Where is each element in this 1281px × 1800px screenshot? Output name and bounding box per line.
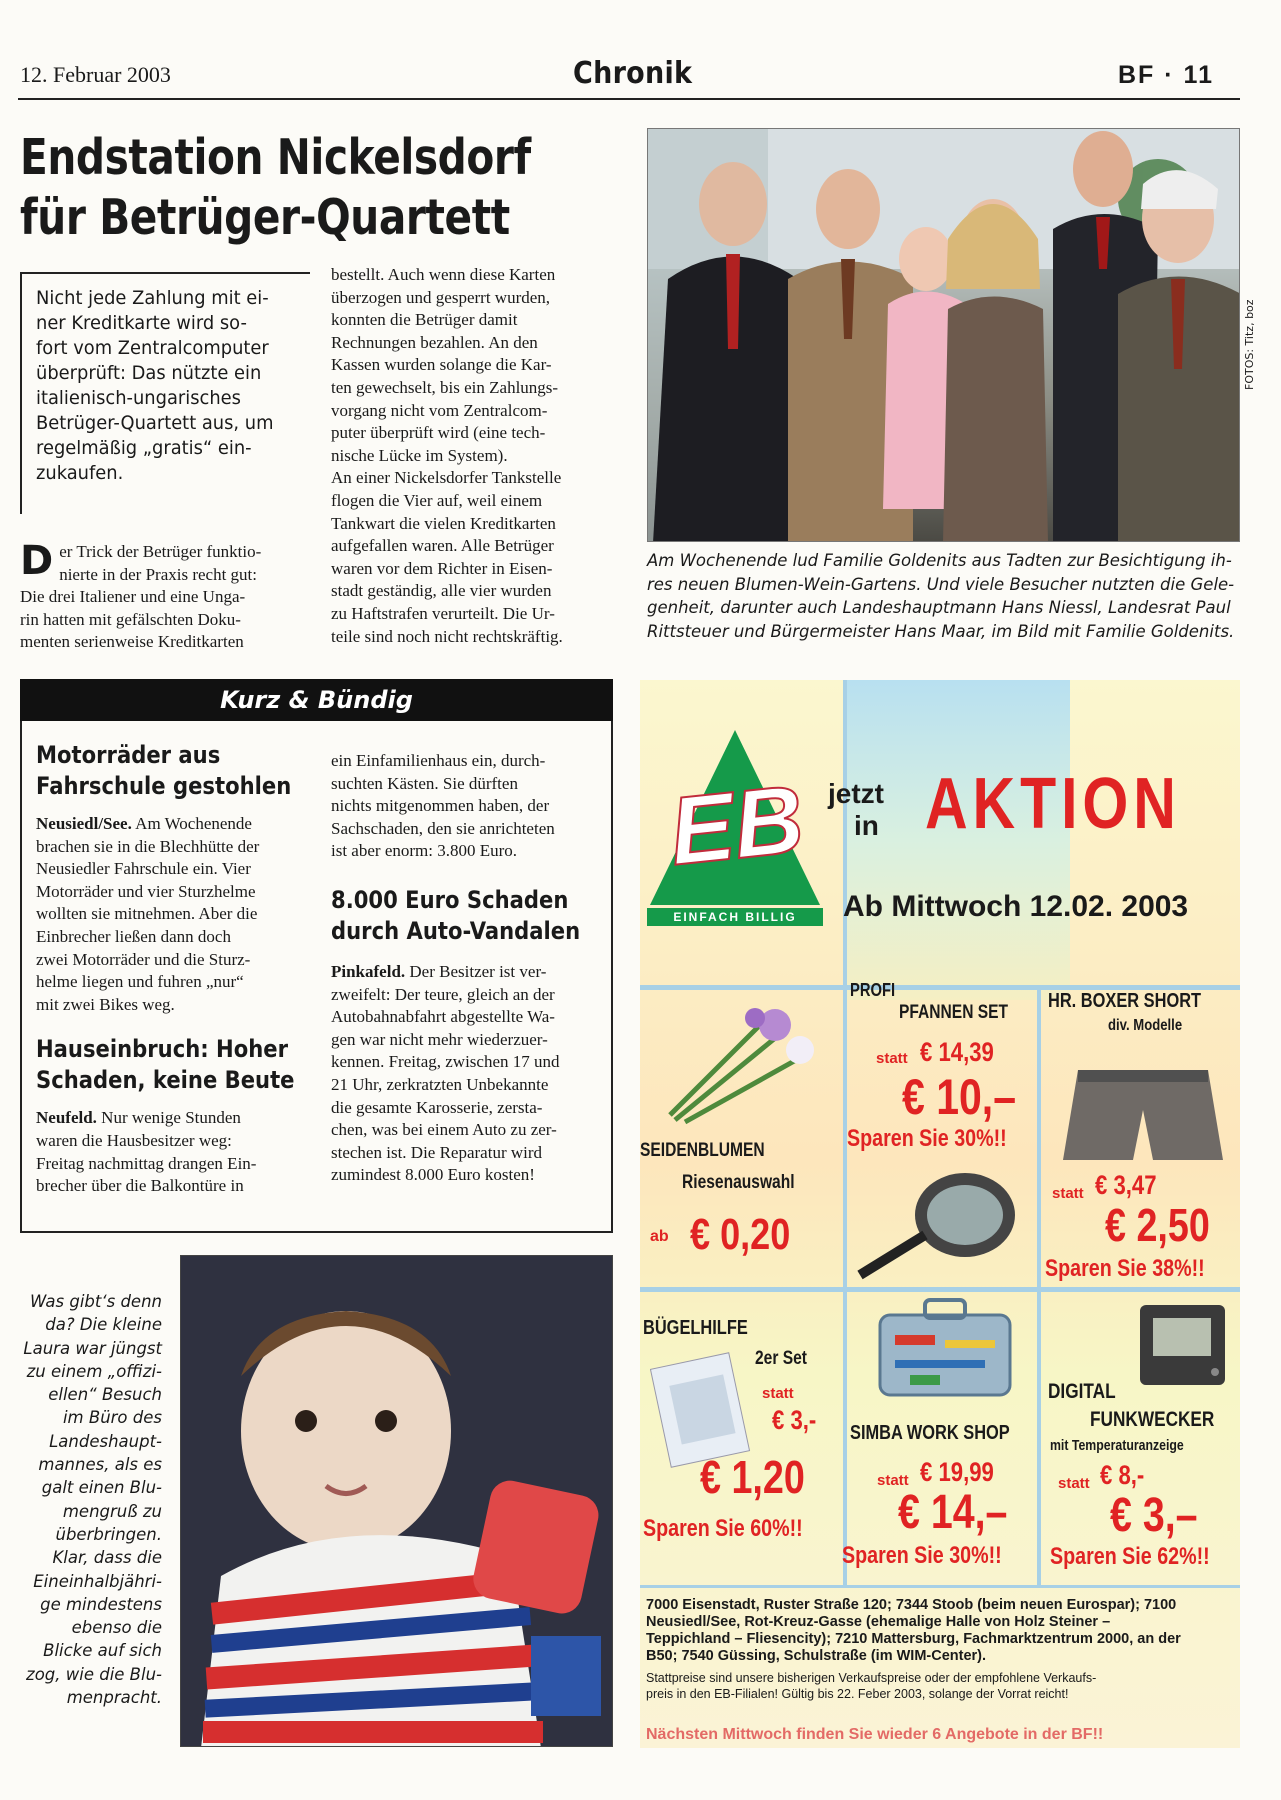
pfannen-statt: statt xyxy=(876,1050,908,1067)
caption-line: Am Wochenende lud Familie Goldenits aus Tadten zur Besichtigung ih- xyxy=(647,551,1232,570)
ad-footer: Nächsten Mittwoch finden Sie wieder 6 Angebote in der BF!! xyxy=(646,1726,1104,1743)
caption-line: Rittsteuer und Bürgermeister Hans Maar, im Bild mit Familie Goldenits. xyxy=(647,621,1235,641)
wecker-save xyxy=(1050,1543,1240,1571)
ad-jetzt: jetzt xyxy=(828,778,884,809)
caption-line: Landeshaupt- xyxy=(49,1431,162,1451)
body-text: Am Wochenende xyxy=(131,814,252,833)
seidenblumen-price xyxy=(690,1210,812,1260)
item-price: € 0,20 xyxy=(690,1210,791,1259)
price-note xyxy=(646,1670,1240,1702)
caption-line: Klar, dass die xyxy=(52,1548,162,1568)
body-line: zumindest 8.000 Euro kosten! xyxy=(331,1165,535,1185)
item-save: Sparen Sie 62%!! xyxy=(1050,1543,1210,1570)
body-line: chen, was bei einem Auto zu zer- xyxy=(331,1120,557,1140)
body-line: wollten sie mitnehmen. Aber die xyxy=(36,904,258,924)
article-motorraeder xyxy=(36,740,306,1198)
item-name: SEIDENBLUMEN xyxy=(640,1140,765,1161)
lead-line: ner Kreditkarte wird so- xyxy=(36,312,247,334)
item-save: Sparen Sie 30%!! xyxy=(842,1542,1002,1569)
caption-line: res neuen Blumen-Wein-Gartens. Und viele Besucher nutzten die Gele- xyxy=(647,574,1235,594)
caption-line: da? Die kleine xyxy=(45,1315,162,1335)
address-line: B50; 7540 Güssing, Schulstraße (im WIM-Center). xyxy=(646,1648,987,1664)
boxer-shorts-image xyxy=(1058,1050,1228,1170)
boxer-label xyxy=(1048,990,1235,1013)
wecker-old-price xyxy=(1100,1460,1154,1491)
caption-line: zog, wie die Blu- xyxy=(26,1664,162,1684)
pfannen-label-2 xyxy=(899,1002,1032,1024)
header-rule xyxy=(18,98,1240,100)
body-line: suchten Kästen. Sie dürften xyxy=(331,773,518,793)
item-old-price: € 3,- xyxy=(772,1405,817,1435)
caption-line: mengruß zu xyxy=(62,1501,162,1521)
buegel-save xyxy=(643,1515,838,1543)
body-line: waren vor dem Richter in Eisen- xyxy=(331,558,553,578)
body-line: bestellt. Auch wenn diese Karten xyxy=(331,265,556,284)
ad-aktion xyxy=(925,764,1237,844)
wecker-price xyxy=(1110,1488,1217,1543)
lead-line: Nicht jede Zahlung mit ei- xyxy=(36,287,269,309)
lead-line: Betrüger-Quartett aus, um xyxy=(36,412,274,434)
body-line: puter überprüft wird (eine tech- xyxy=(331,423,546,443)
buegel-price xyxy=(700,1450,828,1504)
item-save: Sparen Sie 38%!! xyxy=(1045,1255,1205,1282)
pfannen-price xyxy=(902,1068,1041,1126)
body-line: Autobahnabfahrt abgestellte Wa- xyxy=(331,1007,555,1027)
note-line: preis in den EB-Filialen! Gültig bis 22. Feber 2003, solange der Vorrat reicht! xyxy=(646,1687,1069,1701)
item-old-price: € 3,47 xyxy=(1095,1170,1157,1200)
body-line: vorgang nicht vom Zentralcom- xyxy=(331,400,548,420)
wecker-sub xyxy=(1050,1437,1213,1454)
item-sub: mit Temperaturanzeige xyxy=(1050,1437,1184,1454)
item-save: Sparen Sie 30%!! xyxy=(847,1125,1007,1152)
place-name: Pinkafeld. xyxy=(331,961,406,981)
buegel-label xyxy=(643,1317,771,1340)
body-line: zweifelt: Der teure, gleich an der xyxy=(331,984,555,1004)
place-name: Neufeld. xyxy=(36,1108,97,1128)
item-price: € 10,– xyxy=(902,1069,1016,1125)
body-line: waren die Hausbesitzer weg: xyxy=(36,1130,232,1150)
body-text: Der Besitzer ist ver- xyxy=(405,961,547,981)
buegel-sub xyxy=(755,1348,818,1370)
item-name: HR. BOXER SHORT xyxy=(1048,990,1202,1012)
place-name: Neusiedl/See. xyxy=(36,814,132,833)
lead-line: regelmäßig „gratis“ ein- xyxy=(36,437,252,459)
boxer-save xyxy=(1045,1255,1240,1283)
body-line: stadt geständig, alle vier wurden xyxy=(331,581,552,601)
caption-line: mannes, als es xyxy=(38,1455,162,1475)
article-title: durch Auto-Vandalen xyxy=(331,916,581,945)
caption-line: im Büro des xyxy=(62,1408,162,1428)
dropcap: D xyxy=(20,538,54,584)
issue-date: 12. Februar 2003 xyxy=(20,62,171,87)
simba-statt: statt xyxy=(877,1472,909,1489)
caption-line: galt einen Blu- xyxy=(41,1478,162,1498)
simba-save xyxy=(842,1542,1037,1570)
body-text: Nur wenige Stunden xyxy=(96,1108,241,1128)
caption-line: ellen“ Besuch xyxy=(48,1385,162,1405)
body-line: teile sind noch nicht rechtskräftig. xyxy=(331,626,563,646)
baby-photo xyxy=(180,1255,613,1747)
caption-line: Was gibt‘s denn xyxy=(30,1292,162,1311)
section-title: Chronik xyxy=(573,56,693,91)
item-sub: div. Modelle xyxy=(1108,1017,1183,1034)
item-save: Sparen Sie 60%!! xyxy=(643,1515,803,1542)
eb-logo-text: EINFACH BILLIG xyxy=(673,910,797,924)
body-line: Rechnungen bezahlen. An den xyxy=(331,332,538,352)
article-column-right xyxy=(331,750,601,1187)
baby-photo-illustration xyxy=(181,1256,613,1747)
pan-image xyxy=(855,1160,1025,1280)
ad-aktion-text: AKTION xyxy=(925,764,1181,844)
body-line: nierte in der Praxis recht gut: xyxy=(59,564,258,584)
body-line: Freitag nachmittag drangen Ein- xyxy=(36,1153,257,1173)
toolbox-image xyxy=(870,1295,1020,1405)
item-name: BÜGELHILFE xyxy=(643,1317,748,1339)
seidenblumen-sub xyxy=(682,1172,819,1194)
body-line: An einer Nickelsdorfer Tankstelle xyxy=(331,468,562,488)
ad-in: in xyxy=(854,810,879,841)
body-line: kennen. Freitag, zwischen 17 und xyxy=(331,1052,560,1072)
pfannen-save xyxy=(847,1125,1042,1153)
body-line: Tankwart die vielen Kreditkarten xyxy=(331,513,556,533)
body-line: stechen ist. Die Reparatur wird xyxy=(331,1142,543,1162)
store-addresses xyxy=(646,1597,1240,1665)
body-line: er Trick der Betrüger funktio- xyxy=(59,542,262,561)
item-sub: 2er Set xyxy=(755,1348,807,1369)
lead-box xyxy=(20,272,310,514)
article-title: Hauseinbruch: Hoher xyxy=(36,1035,289,1064)
address-line: 7000 Eisenstadt, Ruster Straße 120; 7344 Stoob (beim neuen Eurospar); 7100 xyxy=(646,1597,1177,1613)
article-title: Fahrschule gestohlen xyxy=(36,772,292,800)
buegel-old-price xyxy=(772,1405,826,1436)
body-line: helme liegen und fuhren „nur“ xyxy=(36,972,244,992)
simba-price xyxy=(898,1485,1031,1540)
headline-line-2: für Betrüger-Quartett xyxy=(20,189,510,246)
simba-old-price xyxy=(920,1457,1010,1488)
article-title: 8.000 Euro Schaden xyxy=(331,885,569,914)
body-line: überzogen und gesperrt wurden, xyxy=(331,287,551,307)
body-line: rin hatten mit gefälschten Doku- xyxy=(20,609,241,629)
item-old-price: € 14,39 xyxy=(920,1037,994,1067)
ad-divider xyxy=(640,1287,1240,1292)
item-name: SIMBA WORK SHOP xyxy=(850,1422,1010,1444)
lead-line: fort vom Zentralcomputer xyxy=(36,337,269,359)
body-line: Sachschaden, den sie anrichteten xyxy=(331,818,555,838)
pfannen-old-price xyxy=(920,1037,1010,1068)
body-line: zu Haftstrafen verurteilt. Die Ur- xyxy=(331,603,555,623)
body-line: nichts mitgenommen haben, der xyxy=(331,796,550,816)
body-line: Motorräder und vier Sturzhelme xyxy=(36,881,256,901)
body-line: brachen sie in die Blechhütte der xyxy=(36,836,260,856)
item-price: € 2,50 xyxy=(1105,1199,1210,1251)
eb-advertisement xyxy=(640,680,1240,1748)
body-line: aufgefallen waren. Alle Betrüger xyxy=(331,536,554,556)
group-photo-illustration xyxy=(648,129,1240,542)
flowers-image xyxy=(655,1000,825,1130)
group-photo xyxy=(647,128,1240,542)
item-old-price: € 8,- xyxy=(1100,1460,1145,1490)
boxer-sub xyxy=(1108,1017,1198,1035)
lead-line: überprüft: Das nützte ein xyxy=(36,362,262,384)
item-price: € 3,– xyxy=(1110,1489,1198,1542)
body-line: ist aber enorm: 3.800 Euro. xyxy=(331,841,518,861)
item-old-price: € 19,99 xyxy=(920,1457,994,1487)
kurz-buendig-title: Kurz & Bündig xyxy=(20,679,613,721)
pfannen-label-1 xyxy=(850,980,905,1001)
article-column-1 xyxy=(20,538,303,654)
body-line: mit zwei Bikes weg. xyxy=(36,994,175,1014)
alarm-clock-image xyxy=(1135,1300,1230,1390)
buegel-statt: statt xyxy=(762,1385,794,1402)
seidenblumen-ab: ab xyxy=(650,1228,669,1245)
body-line: konnten die Betrüger damit xyxy=(331,310,518,330)
wecker-label-2 xyxy=(1090,1408,1240,1432)
body-line: brecher über die Balkontüre in xyxy=(36,1176,244,1196)
body-line: menten serienweise Kreditkarten xyxy=(20,632,244,652)
caption-line: Blicke auf sich xyxy=(43,1641,162,1661)
article-title: Schaden, keine Beute xyxy=(36,1066,295,1095)
body-line: Kassen wurden solange die Kar- xyxy=(331,355,552,375)
ad-divider xyxy=(640,1585,1240,1588)
simba-label xyxy=(850,1422,1045,1445)
caption-line: ebenso die xyxy=(71,1618,162,1638)
photo-credit: FOTOS: Titz, boz xyxy=(1243,299,1256,390)
caption-line: menpracht. xyxy=(66,1688,162,1708)
headline-line-1: Endstation Nickelsdorf xyxy=(20,129,531,186)
seidenblumen-label xyxy=(640,1140,792,1162)
body-line: ein Einfamilienhaus ein, durch- xyxy=(331,751,546,770)
boxer-statt: statt xyxy=(1052,1185,1084,1202)
body-line xyxy=(36,1107,306,1130)
item-sub: Riesenauswahl xyxy=(682,1172,795,1193)
wecker-label-1 xyxy=(1048,1380,1130,1404)
headline xyxy=(20,128,535,248)
body-line: flogen die Vier auf, weil einem xyxy=(331,490,543,510)
body-line xyxy=(36,813,306,836)
item-price: € 1,20 xyxy=(700,1451,805,1503)
boxer-old-price xyxy=(1095,1170,1170,1201)
article-column-2 xyxy=(331,264,614,648)
item-name: DIGITAL xyxy=(1048,1380,1116,1403)
baby-photo-caption xyxy=(20,1290,162,1709)
body-line: 21 Uhr, zerkratzten Unbekannte xyxy=(331,1074,549,1094)
photo-caption xyxy=(647,549,1240,643)
body-line: Neusiedler Fahrschule ein. Vier xyxy=(36,859,251,879)
wecker-statt: statt xyxy=(1058,1475,1090,1492)
caption-line: überbringen. xyxy=(55,1524,162,1544)
caption-line: Laura war jüngst xyxy=(23,1338,162,1358)
eb-logo-letters: EB xyxy=(664,765,809,886)
ad-date: Ab Mittwoch 12.02. 2003 xyxy=(843,890,1189,923)
item-name: FUNKWECKER xyxy=(1090,1408,1215,1431)
body-line: Die drei Italiener und eine Unga- xyxy=(20,587,246,607)
item-price: € 14,– xyxy=(898,1486,1008,1539)
body-line: Einbrecher ließen dann doch xyxy=(36,926,231,946)
address-line: Teppichland – Fliesencity); 7210 Mattersburg, Fachmarktzentrum 2000, an der xyxy=(646,1631,1181,1647)
caption-line: zu einem „offizi- xyxy=(26,1361,162,1381)
body-line: ten gewechselt, bis ein Zahlungs- xyxy=(331,377,559,397)
body-line xyxy=(331,961,601,984)
item-name: PROFI xyxy=(850,980,896,1000)
note-line: Stattpreise sind unsere bisherigen Verkaufspreise oder der empfohlene Verkaufs- xyxy=(646,1671,1097,1685)
caption-line: genheit, darunter auch Landeshauptmann Hans Niessl, Landesrat Paul xyxy=(647,598,1231,617)
address-line: Neusiedl/See, Rot-Kreuz-Gasse (ehemalige Halle von Holz Steiner – xyxy=(646,1614,1111,1630)
caption-line: ge mindestens xyxy=(40,1594,162,1614)
article-title: Motorräder aus xyxy=(36,741,221,769)
lead-line: zukaufen. xyxy=(36,462,124,484)
body-line: gen war nicht mehr wiederzuer- xyxy=(331,1029,548,1049)
body-line: nische Lücke im System). xyxy=(331,445,508,465)
page-number: BF · 11 xyxy=(1118,61,1214,89)
boxer-price xyxy=(1105,1198,1233,1252)
body-line: zwei Motorräder und die Sturz- xyxy=(36,949,251,969)
body-line: die gesamte Karosserie, zersta- xyxy=(331,1097,543,1117)
item-name: PFANNEN SET xyxy=(899,1002,1009,1023)
lead-line: italienisch-ungarisches xyxy=(36,387,241,409)
caption-line: Eineinhalbjähri- xyxy=(33,1571,162,1591)
